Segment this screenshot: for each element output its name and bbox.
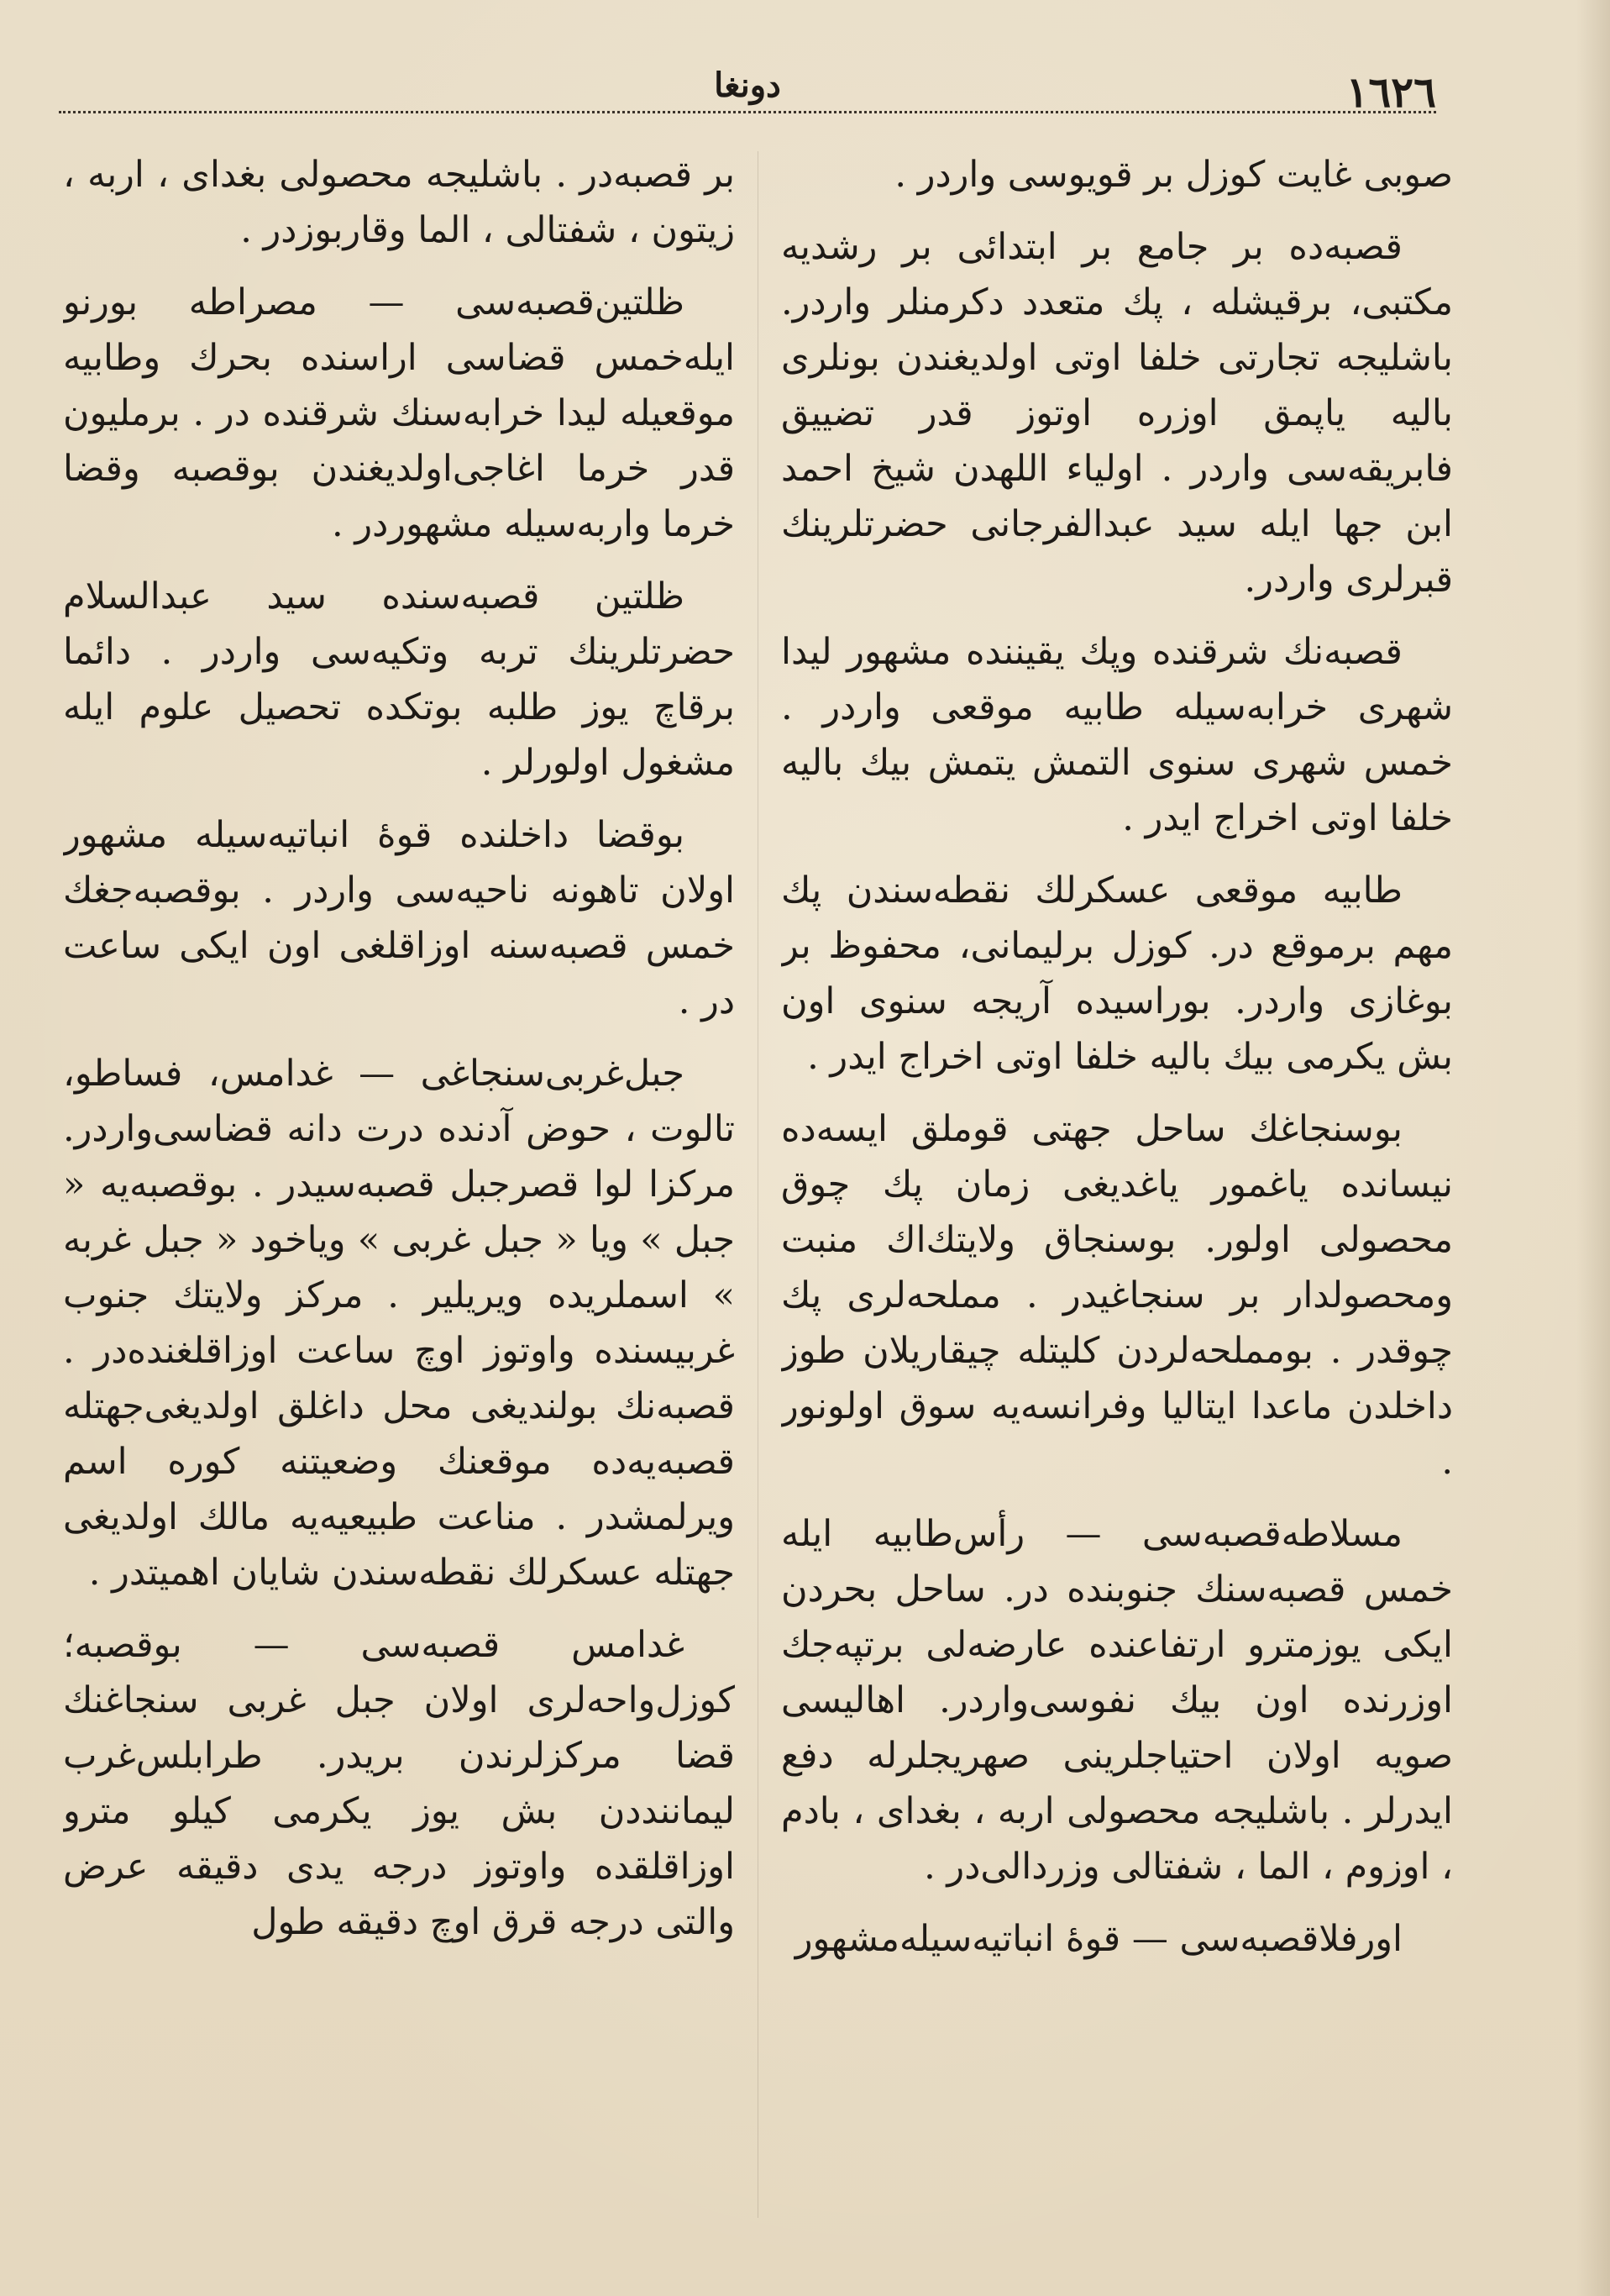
- paragraph: ظلتین قصبه‌سنده سید عبدالسلام حضرتلرینك تربه وتکیه‌سی واردر . دائما برقاچ یوز طلبه بوتکده تحصیل علوم ایله مشغول اولورلر .: [63, 575, 735, 784]
- paragraph: طابیه موقعی عسکرلك نقطه‌سندن پك مهم برموقع در. کوزل برلیمانی، محفوظ بر بوغازی واردر. بوراسیده آریجه سنوی اون بش یکرمی بیك بالیه خلفا اوتی اخراج ایدر .: [781, 870, 1453, 1078]
- right-column: [781, 147, 1453, 2230]
- running-title: دونغا: [714, 66, 781, 105]
- paragraph: بر قصبه‌در . باشلیجه محصولی بغدای ، اربه ، زیتون ، شفتالی ، الما وقاربوزدر .: [63, 154, 735, 251]
- header-rule: [59, 111, 1436, 113]
- paragraph: ظلتین‌قصبه‌سی — مصراطه بورنو ایله‌خمس قضاسی اراسنده بحرك وطابیه موقعیله لیدا خرابه‌سنك شرقنده در . برملیون قدر خرما اغاجی‌اولدیغندن بوقصبه وقضا خرما واربه‌سیله مشهوردر .: [63, 281, 735, 545]
- paragraph: جبل‌غربی‌سنجاغی — غدامس، فساطو، تالوت ، حوض آدنده درت دانه قضاسی‌واردر. مرکزا لوا قصرجبل قصبه‌سیدر . بوقصبه‌یه « جبل » ویا « جبل غربی » ویاخود « جبل غربه » اسملریده ویریلیر . مرکز ولایتك جنوب غربیسنده واوتوز اوچ ساعت اوزاقلغنده‌در . قصبه‌نك بولندیغی محل داغلق اولدیغی‌جهتله قصبه‌یه‌ده موقعنك وضعیتنه کوره اسم ویرلمشدر . مناعت طبیعیه‌یه مالك اولدیغی جهتله عسکرلك نقطه‌سندن شایان اهمیتدر .: [63, 1053, 735, 1594]
- paragraph: بوسنجاغك ساحل جهتی قوملق ایسه‌ده نیسانده یاغمور یاغدیغی زمان پك چوق محصولی اولور. بوسنجاق ولایتك‌اك منبت ومحصولدار بر سنجاغیدر . مملحه‌لری پك چوقدر . بومملحه‌لردن کلیتله چیقاریلان طوز داخلدن ماعدا ایتالیا وفرانسه‌یه سوق اولونور .: [781, 1108, 1453, 1483]
- paragraph: قصبه‌نك شرقنده وپك یقیننده مشهور لیدا شهری خرابه‌سیله طابیه موقعی واردر . خمس شهری سنوی التمش یتمش بیك بالیه خلفا اوتی اخراج ایدر .: [781, 631, 1453, 839]
- page-header: [59, 59, 1436, 118]
- paragraph: مسلاطه‌قصبه‌سی — رأس‌طابیه ایله خمس قصبه‌سنك جنوبنده در. ساحل بحردن ایکی یوزمترو ارتفاعنده عارضه‌لی برتپه‌جك اوزرنده اون بیك نفوسی‌واردر. اهالیسی صویه اولان احتیاجلرینی صهریجلرله دفع ایدرلر . باشلیجه محصولی اربه ، بغدای ، بادم ، اوزوم ، الما ، شفتالی وزردالی‌در .: [781, 1513, 1453, 1888]
- paragraph: بوقضا داخلنده قوهٔ انباتیه‌سیله مشهور اولان تاهونه ناحیه‌سی واردر . بوقصبه‌جغك خمس قصبه‌سنه اوزاقلغی اون ایکی ساعت در .: [63, 814, 735, 1022]
- paragraph: غدامس قصبه‌سی — بوقصبه؛کوزل‌واحه‌لری اولان جبل غربی سنجاغنك قضا مرکزلرندن بریدر. طرابلس‌غرب لیماننددن بش یوز یکرمی کیلو مترو اوزاقلقده واوتوز درجه یدی دقیقه عرض والتی درجه قرق اوچ دقیقه طول: [63, 1624, 735, 1943]
- page-edge-shadow: [1576, 0, 1610, 2296]
- paragraph: قصبه‌ده بر جامع بر ابتدائی بر رشدیه مکتبی، برقیشله ، پك متعدد دکرمنلر واردر. باشلیجه تجارتی خلفا اوتی اولدیغندن بونلری بالیه یاپمق اوزره اوتوز قدر تضییق فابریقه‌سی واردر . اولیاء اللهدن شیخ احمد ابن جها ایله سید عبدالفرجانی حضرتلرینك قبرلری واردر.: [781, 226, 1453, 601]
- paragraph: صوبی غایت کوزل بر قویوسی واردر .: [894, 154, 1453, 196]
- page-number: ١٦٢٦: [1345, 67, 1436, 117]
- paragraph: اورفلاقصبه‌سی — قوهٔ انباتیه‌سیله‌مشهور: [795, 1918, 1403, 1960]
- left-column: [63, 147, 735, 2230]
